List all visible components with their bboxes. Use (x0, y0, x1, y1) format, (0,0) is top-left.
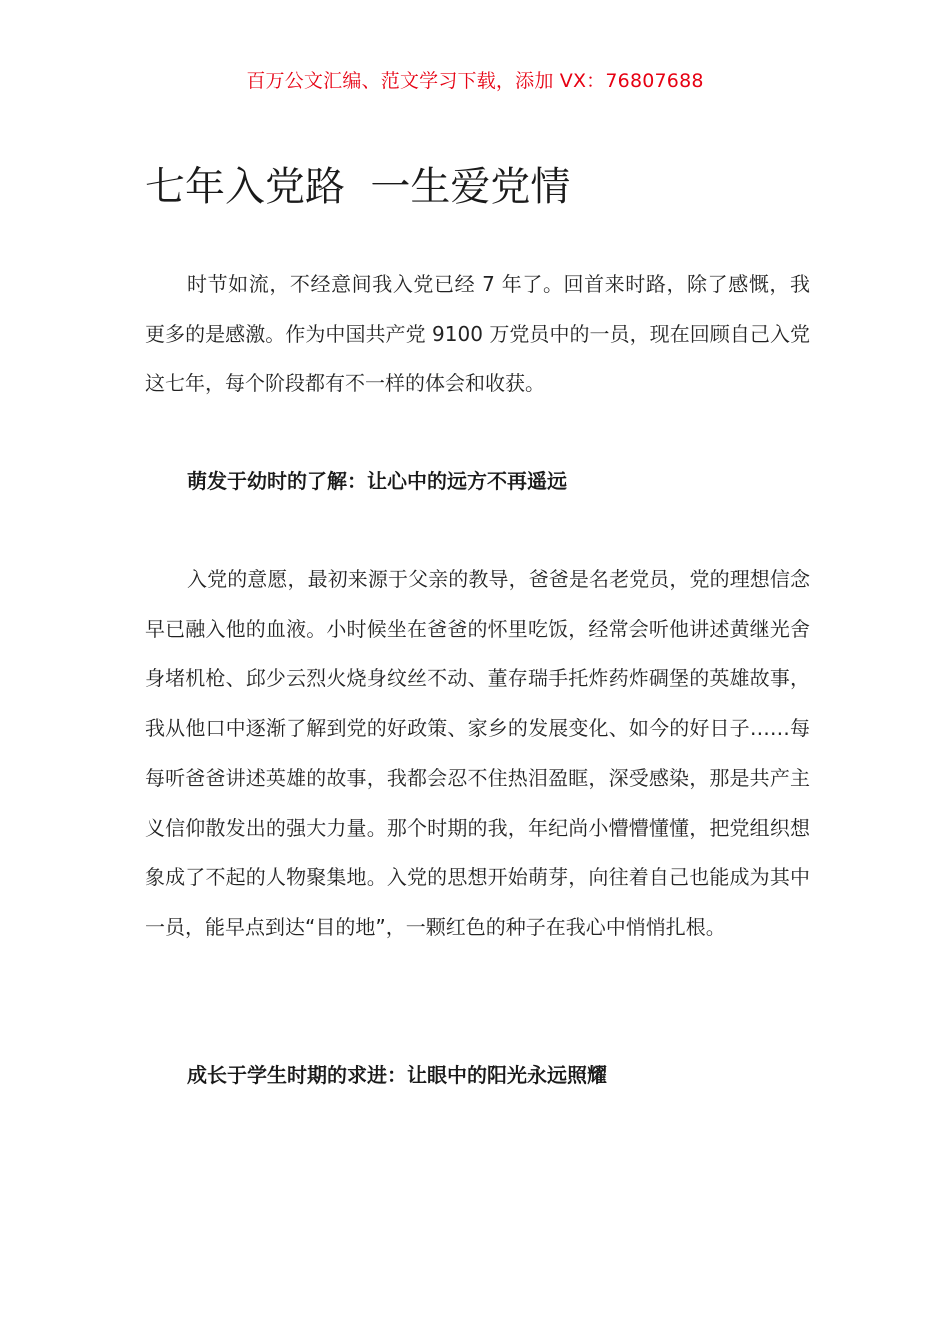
section-heading-2: 成长于学生时期的求进：让眼中的阳光永远照耀 (187, 1063, 607, 1087)
intro-paragraph: 时节如流，不经意间我入党已经 7 年了。回首来时路，除了感慨，我更多的是感激。作为中国共产党 9100 万党员中的一员，现在回顾自己入党这七年，每个阶段都有不一样的体会和收获。 (145, 272, 810, 396)
header-banner: 百万公文汇编、范文学习下载，添加 VX：76807688 (246, 70, 704, 92)
section-heading-1: 萌发于幼时的了解：让心中的远方不再遥远 (187, 469, 567, 493)
section-1-paragraph: 入党的意愿，最初来源于父亲的教导，爸爸是名老党员，党的理想信念早已融入他的血液。小时候坐在爸爸的怀里吃饭，经常会听他讲述黄继光舍身堵机枪、邱少云烈火烧身纹丝不动、董存瑞手托炸药炸碉堡的英雄故事，我从他口中逐渐了解到党的好政策、家乡的发展变化、如今的好日子……每每听爸爸讲述英雄的故事，我都会忍不住热泪盈眶，深受感染，那是共产主义信仰散发出的强大力量。那个时期的我，年纪尚小懵懵懂懂，把党组织想象成了不起的人物聚集地。入党的思想开始萌芽，向往着自己也能成为其中一员，能早点到达“目的地”，一颗红色的种子在我心中悄悄扎根。 (145, 567, 810, 939)
document-title: 七年入党路 一生爱党情 (145, 164, 571, 210)
